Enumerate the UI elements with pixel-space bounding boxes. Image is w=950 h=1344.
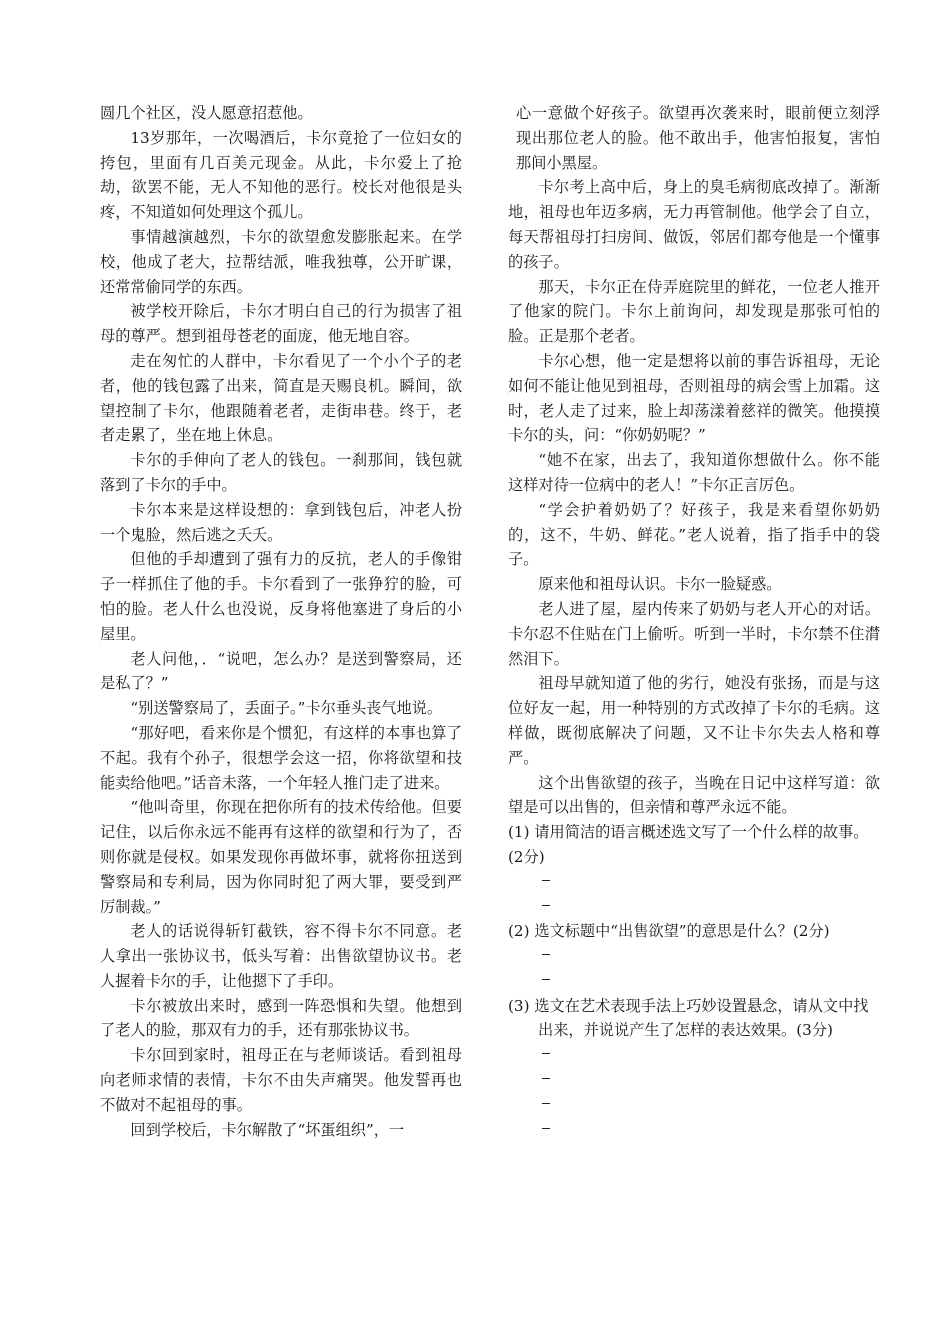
paragraph: “别送警察局了，丢面子。”卡尔垂头丧气地说。 bbox=[130, 699, 443, 718]
answer-blank[interactable] bbox=[508, 895, 880, 920]
question-text bbox=[508, 994, 880, 1044]
question-text bbox=[508, 820, 880, 870]
paragraph: 被学校开除后，卡尔才明白自己的行为损害了祖母的尊严。想到祖母苍老的面庞，他无地自容。 bbox=[100, 302, 462, 346]
paragraph: “学会护着奶奶了？好孩子，我是来看望你奶奶的，这不，牛奶、鲜花。”老人说着，指了指手中的袋子。 bbox=[508, 500, 880, 569]
paragraph: 事情越演越烈，卡尔的欲望愈发膨胀起来。在学校，他成了老大，拉帮结派，唯我独尊，公开旷课，还常常偷同学的东西。 bbox=[100, 227, 462, 296]
answer-blank[interactable] bbox=[508, 1043, 880, 1068]
paragraph: 那天，卡尔正在侍弄庭院里的鲜花，一位老人推开了他家的院门。卡尔上前询问，却发现是那张可怕的脸。正是那个老者。 bbox=[508, 277, 880, 346]
paragraph: 但他的手却遭到了强有力的反抗，老人的手像钳子一样抓住了他的手。卡尔看到了一张狰狞的脸，可怕的脸。老人什么也没说，反身将他塞进了身后的小屋里。 bbox=[100, 550, 462, 643]
answer-blank[interactable] bbox=[508, 1093, 880, 1118]
question-2 bbox=[508, 919, 880, 993]
paragraph: 老人问他，．“说吧，怎么办？是送到警察局，还是私了？” bbox=[100, 649, 462, 693]
paragraph: “她不在家，出去了，我知道你想做什么。你不能这样对待一位病中的老人！”卡尔正言厉色。 bbox=[508, 451, 880, 494]
question-3 bbox=[508, 994, 880, 1143]
answer-blank[interactable] bbox=[508, 944, 880, 969]
question-number: (2) bbox=[508, 922, 530, 941]
question-text bbox=[508, 919, 880, 944]
question-number: (1) bbox=[508, 823, 530, 842]
paragraph: “那好吧，看来你是个惯犯，有这样的本事也算了不起。我有个孙子，很想学会这一招，你将欲望和技能卖给他吧。”话音未落，一个年轻人推门走了进来。 bbox=[100, 723, 462, 792]
paragraph: 原来他和祖母认识。卡尔一脸疑惑。 bbox=[538, 575, 782, 594]
paragraph: 老人进了屋，屋内传来了奶奶与老人开心的对话。卡尔忍不住贴在门上偷听。听到一半时，卡尔禁不住潸然泪下。 bbox=[508, 599, 880, 668]
left-column bbox=[100, 101, 462, 1142]
paragraph: 圆几个社区，没人愿意招惹他。 bbox=[100, 104, 313, 122]
answer-blank[interactable] bbox=[508, 1118, 880, 1143]
right-column bbox=[508, 101, 880, 1142]
question-number: (3) bbox=[508, 996, 530, 1015]
paragraph: 13岁那年，一次喝酒后，卡尔竟抢了一位妇女的挎包，里面有几百美元现金。从此，卡尔爱上了抢劫，欲罢不能，无人不知他的恶行。校长对他很是头疼，不知道如何处理这个孤儿。 bbox=[100, 128, 462, 222]
paragraph: 走在匆忙的人群中，卡尔看见了一个小个子的老者，他的钱包露了出来，简直是天赐良机。瞬间，欲望控制了卡尔，他跟随着老者，走街串巷。终于，老者走累了，坐在地上休息。 bbox=[100, 351, 462, 445]
paragraph: 卡尔被放出来时，感到一阵恐惧和失望。他想到了老人的脸，那双有力的手，还有那张协议书。 bbox=[100, 996, 462, 1040]
paragraph: 卡尔心想，他一定是想将以前的事告诉祖母，无论如何不能让他见到祖母，否则祖母的病会雪上加霜。这时，老人走了过来，脸上却荡漾着慈祥的微笑。他摸摸卡尔的头，问：“你奶奶呢？” bbox=[508, 351, 880, 445]
paragraph: 回到学校后，卡尔解散了“坏蛋组织”，一 bbox=[130, 1120, 405, 1139]
paragraph: 心一意做个好孩子。欲望再次袭来时，眼前便立刻浮现出那位老人的脸。他不敢出手，他害怕报复，害怕那间小黑屋。 bbox=[516, 104, 880, 172]
answer-blank[interactable] bbox=[508, 969, 880, 994]
paragraph: 祖母早就知道了他的劣行，她没有张扬，而是与这位好友一起，用一种特别的方式改掉了卡尔的毛病。这样做，既彻底解决了问题，又不让卡尔失去人格和尊严。 bbox=[508, 674, 880, 767]
paragraph: 卡尔本来是这样设想的：拿到钱包后，冲老人扮一个鬼脸，然后逃之夭夭。 bbox=[100, 500, 462, 544]
answer-blank[interactable] bbox=[508, 1068, 880, 1093]
paragraph: “他叫奇里，你现在把你所有的技术传给他。但要记住，以后你永远不能再有这样的欲望和行为了，否则你就是侵权。如果发现你再做坏事，就将你扭送到警察局和专利局，因为你同时犯了两大罪，要受到严厉制裁。” bbox=[100, 798, 462, 916]
question-prompt: 请用简洁的语言概述选文写了一个什么样的故事。(2分) bbox=[508, 823, 869, 866]
paragraph: 卡尔的手伸向了老人的钱包。一刹那间，钱包就落到了卡尔的手中。 bbox=[100, 451, 462, 494]
answer-blank[interactable] bbox=[508, 870, 880, 895]
question-1 bbox=[508, 820, 880, 919]
paragraph: 老人的话说得斩钉截铁，容不得卡尔不同意。老人拿出一张协议书，低头写着：出售欲望协议书。老人握着卡尔的手，让他摁下了手印。 bbox=[100, 922, 462, 990]
paragraph: 卡尔考上高中后，身上的臭毛病彻底改掉了。渐渐地，祖母也年迈多病，无力再管制他。他学会了自立，每天帮祖母打扫房间、做饭，邻居们都夸他是一个懂事的孩子。 bbox=[508, 178, 880, 271]
paragraph: 卡尔回到家时，祖母正在与老师谈话。看到祖母向老师求情的表情，卡尔不由失声痛哭。他发誓再也不做对不起祖母的事。 bbox=[100, 1046, 462, 1114]
paragraph: 这个出售欲望的孩子，当晚在日记中这样写道：欲望是可以出售的，但亲情和尊严永远不能。 bbox=[508, 773, 880, 817]
question-prompt: 选文在艺术表现手法上巧妙设置悬念，请从文中找出来，并说说产生了怎样的表达效果。(3分) bbox=[534, 996, 869, 1040]
question-prompt: 选文标题中“出售欲望”的意思是什么？(2分) bbox=[534, 922, 830, 941]
